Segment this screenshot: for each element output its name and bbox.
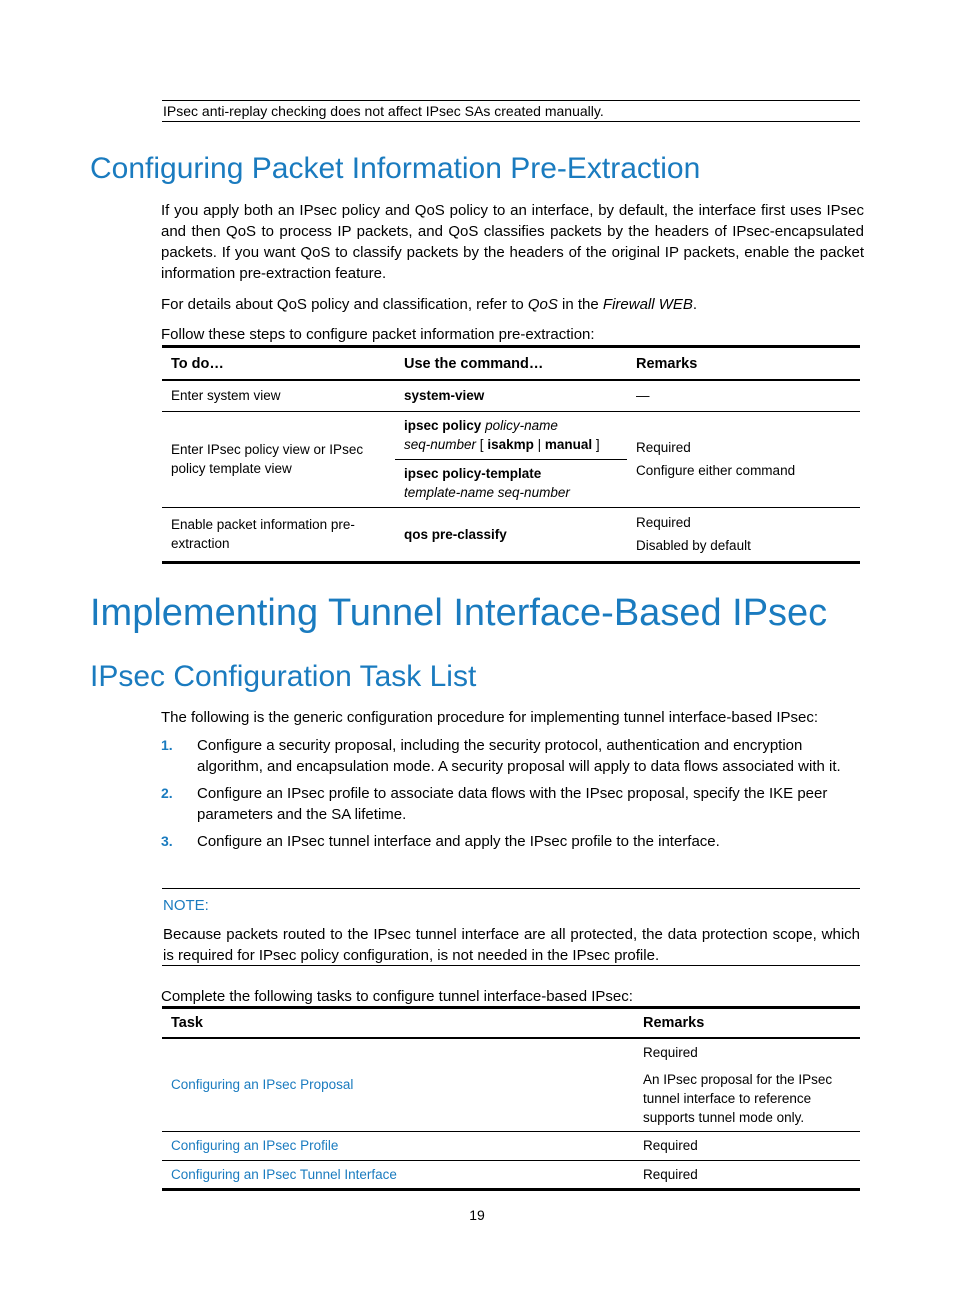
table-row (162, 411, 860, 459)
task-link-profile[interactable]: Configuring an IPsec Profile (162, 1131, 634, 1160)
paragraph-qos-reference: For details about QoS policy and classification, refer to QoS in the Firewall WEB. (161, 296, 698, 313)
table-row (162, 380, 860, 411)
remarks-cell: — (627, 380, 860, 411)
table-header: Remarks (634, 1008, 860, 1039)
note-box (162, 888, 860, 966)
remarks-cell: Required (634, 1131, 860, 1160)
note-text: Because packets routed to the IPsec tunnel interface are all protected, the data protection scope, which is required for IPsec policy configuration, is not needed in the IPsec profile. (163, 926, 860, 964)
paragraph-tasks-intro: Complete the following tasks to configure tunnel interface-based IPsec: (161, 988, 633, 1005)
command-cell: system-view (395, 380, 627, 411)
list-item: 1. Configure a security proposal, including the security protocol, authentication and encryption algorithm, and encapsulation mode. A security proposal will apply to data flows associated with it. (161, 737, 841, 775)
procedure-steps (161, 735, 864, 858)
table-header: Remarks (627, 347, 860, 381)
step-number: 1. (161, 737, 173, 753)
command-cell: qos pre-classify (404, 526, 507, 542)
list-item: 2. Configure an IPsec profile to associate data flows with the IPsec proposal, specify the IKE peer parameters and the SA lifetime. (161, 785, 828, 823)
page-number: 19 (469, 1207, 485, 1223)
todo-cell: Enable packet information pre-extraction (171, 517, 355, 551)
remarks-cell: Required An IPsec proposal for the IPsec tunnel interface to reference supports tunnel mode only. (634, 1038, 860, 1131)
todo-cell: Enter IPsec policy view or IPsec policy template view (162, 411, 395, 507)
paragraph-intro: If you apply both an IPsec policy and QoS policy to an interface, by default, the interface first uses IPsec and then QoS to process IP packets, and QoS classifies packets by the headers of IPsec-encapsulated packets. If you want QoS to classify packets by the headers of the original IP packets, enable the packet information pre-extraction feature. (161, 202, 864, 282)
task-link-tunnel-interface[interactable]: Configuring an IPsec Tunnel Interface (171, 1166, 397, 1182)
section-title-pre-extraction: Configuring Packet Information Pre-Extraction (90, 152, 701, 185)
table-header: Use the command… (395, 347, 627, 381)
task-table (162, 1006, 860, 1191)
step-number: 2. (161, 785, 173, 801)
paragraph-procedure-intro: The following is the generic configuration procedure for implementing tunnel interface-based IPsec: (161, 709, 819, 726)
command-cell: ipsec policy policy-name seq-number [ isakmp | manual ] (395, 411, 627, 459)
pre-extraction-command-table (162, 345, 860, 564)
step-number: 3. (161, 833, 173, 849)
table-header: Task (162, 1008, 634, 1039)
remarks-cell: Required Configure either command (627, 411, 860, 507)
table-header: To do… (162, 347, 395, 381)
command-cell: ipsec policy-template template-name seq-number (395, 459, 627, 507)
table-row (162, 507, 860, 562)
top-note: IPsec anti-replay checking does not affect IPsec SAs created manually. (162, 100, 860, 122)
table-row (162, 1131, 860, 1160)
todo-cell: Enter system view (162, 380, 395, 411)
note-label: NOTE: (163, 897, 209, 914)
section-title-task-list: IPsec Configuration Task List (90, 660, 477, 693)
table-row (162, 1038, 860, 1131)
task-link-proposal[interactable]: Configuring an IPsec Proposal (162, 1038, 634, 1131)
remarks-cell: Required Disabled by default (636, 515, 751, 553)
remarks-cell: Required (643, 1166, 698, 1182)
table-row (162, 1160, 860, 1189)
paragraph-steps-intro: Follow these steps to configure packet information pre-extraction: (161, 326, 595, 343)
list-item: 3. Configure an IPsec tunnel interface and apply the IPsec profile to the interface. (161, 833, 720, 850)
chapter-title: Implementing Tunnel Interface-Based IPsec (90, 592, 828, 634)
